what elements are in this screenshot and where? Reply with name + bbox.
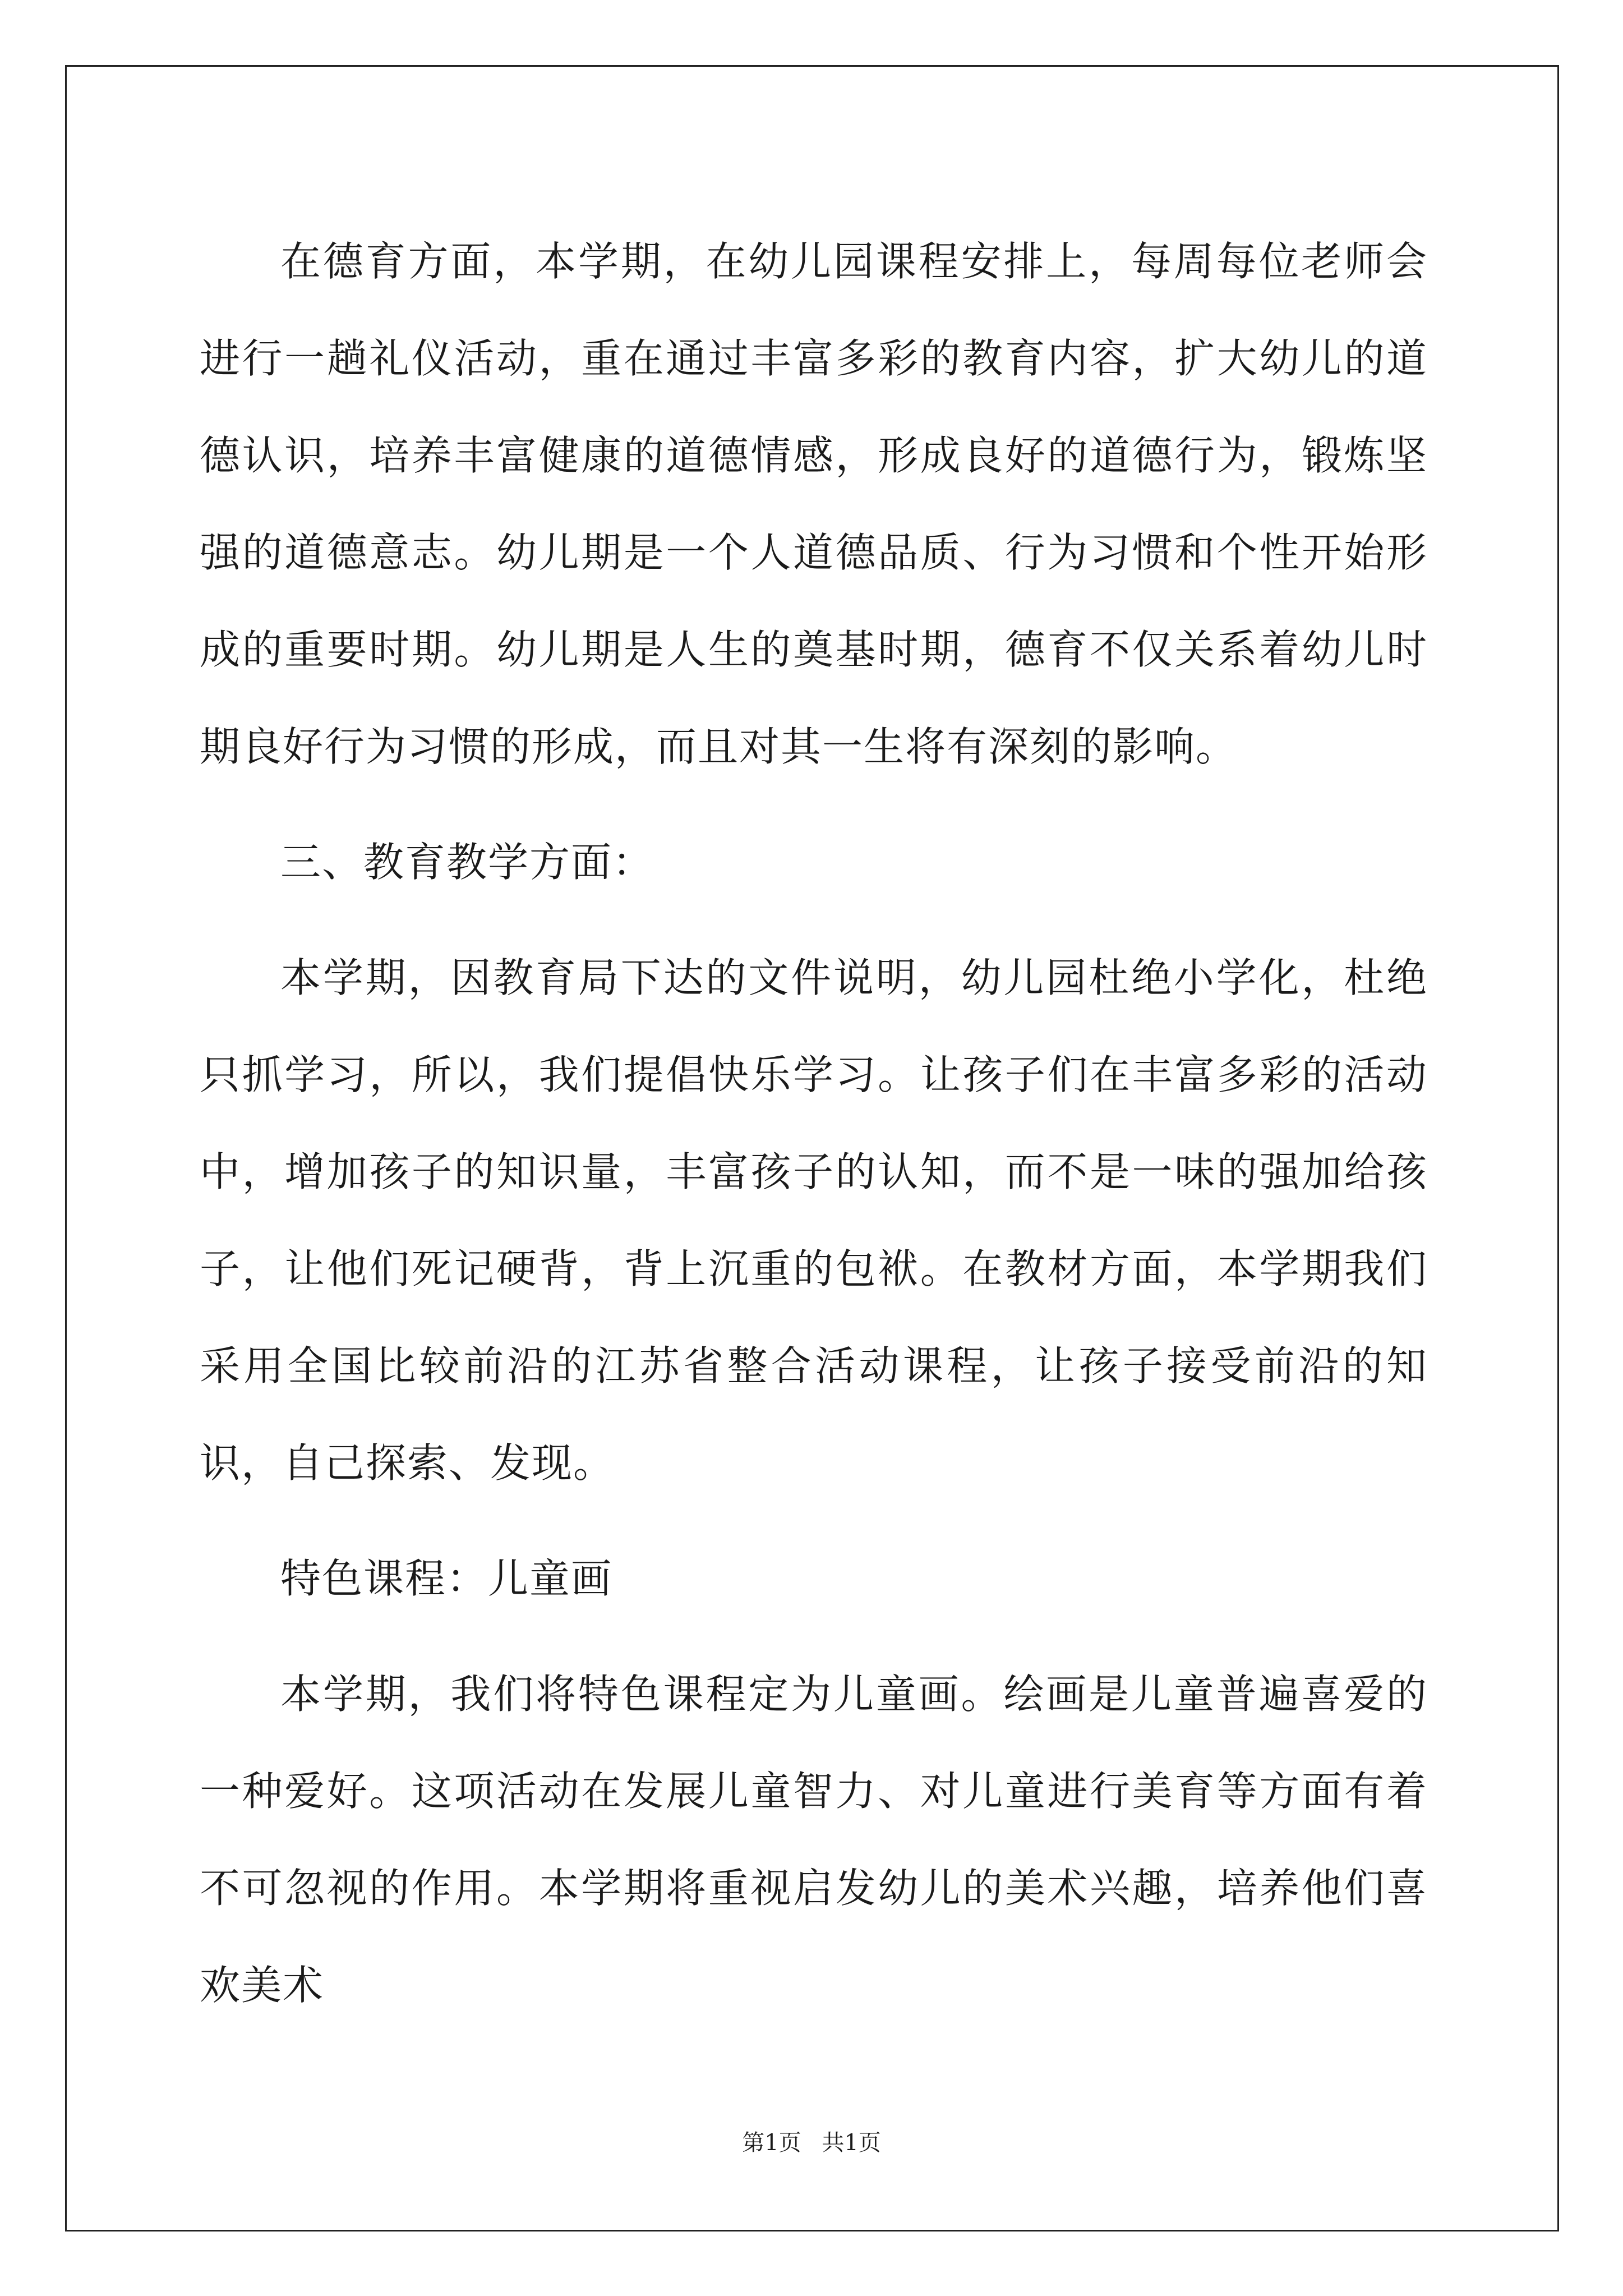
paragraph-teaching: 本学期，因教育局下达的文件说明，幼儿园杜绝小学化，杜绝只抓学习，所以，我们提倡快乐学习。让孩子们在丰富多彩的活动中，增加孩子的知识量，丰富孩子的认知，而不是一味的强加给孩子，让他们死记硬背，背上沉重的包袱。在教材方面，本学期我们采用全国比较前沿的江苏省整合活动课程，让孩子接受前沿的知识，自己探索、发现。 [200,954,1428,1487]
document-body [200,213,1428,2053]
page-number: 第1页 [742,2130,801,2156]
paragraph-feature-course: 本学期，我们将特色课程定为儿童画。绘画是儿童普遍喜爱的一种爱好。这项活动在发展儿童智力、对儿童进行美育等方面有着不可忽视的作用。本学期将重视启发幼儿的美术兴趣，培养他们喜欢美术 [200,1671,1428,2009]
page-total: 共1页 [822,2130,881,2156]
section-heading-teaching: 三、教育教学方面： [280,839,654,886]
page-footer [0,2126,1623,2160]
paragraph-moral-education: 在德育方面，本学期，在幼儿园课程安排上，每周每位老师会进行一趟礼仪活动，重在通过丰富多彩的教育内容，扩大幼儿的道德认识，培养丰富健康的道德情感，形成良好的道德行为，锻炼坚强的道德意志。幼儿期是一个人道德品质、行为习惯和个性开始形成的重要时期。幼儿期是人生的奠基时期，德育不仅关系着幼儿时期良好行为习惯的形成，而且对其一生将有深刻的影响。 [200,238,1428,770]
section-heading-feature-course: 特色课程：儿童画 [280,1555,613,1602]
